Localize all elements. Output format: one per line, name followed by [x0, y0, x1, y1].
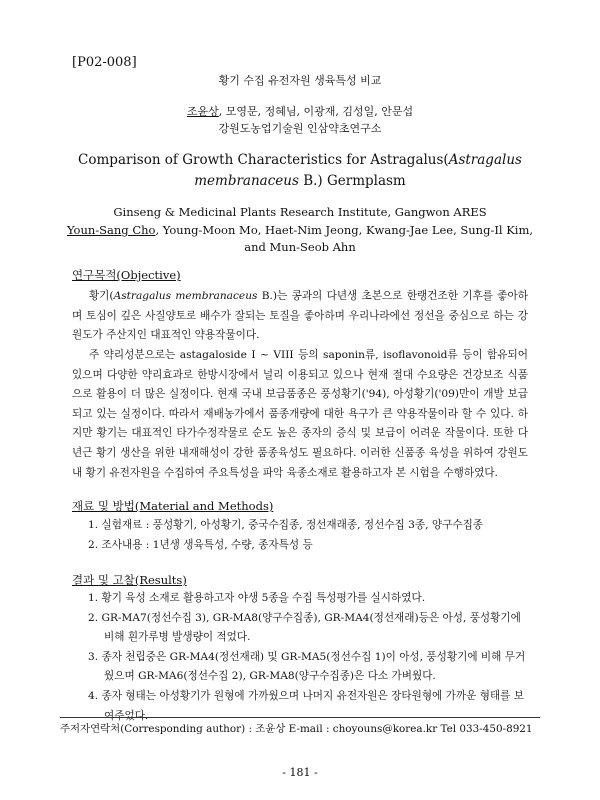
results-item-3: 3. 종자 천립중은 GR-MA4(정선재래) 및 GR-MA5(정선수집 1)이 아성, 풍성황기에 비해 무거웠으며 GR-MA6(정선수집 2), GR-MA8(양구수집종)은 다소 가벼웠다. [88, 650, 526, 683]
objective-p1-pre: 황기( [88, 290, 114, 302]
methods-heading: 재료 및 방법(Material and Methods) [72, 499, 274, 513]
korean-authors [60, 103, 540, 119]
results-item-4: 4. 종자 형태는 아성황기가 원형에 가까웠으며 나머지 유전자원은 장타원형에 가까운 형태를 보여주었다. [88, 689, 525, 722]
objective-p1-species: Astragalus membranaceus [113, 290, 258, 302]
first-author-ko: 조윤상 [186, 105, 219, 118]
methods-item-1: 1. 실험재료 : 풍성황기, 아성황기, 중국수집종, 정선재래종, 정선수집 3종, 양구수집종 [88, 519, 484, 531]
methods-item-2: 2. 조사내용 : 1년생 생육특성, 수량, 종자특성 등 [88, 538, 313, 551]
english-title-part1: Comparison of Growth Characteristics for Astragalus( [78, 152, 449, 168]
co-authors-en: , Young-Moon Mo, Haet-Nim Jeong, Kwang-Jae Lee, Sung-Il Kim, and Mun-Seob Ahn [155, 223, 534, 254]
objective-paragraph-1 [72, 287, 528, 346]
korean-affiliation: 강원도농업기술원 인삼약초연구소 [218, 122, 382, 135]
korean-title: 황기 수집 유전자원 생육특성 비교 [218, 74, 382, 87]
objective-p1-post: B.)는 콩과의 다년생 초본으로 한랭건조한 기후를 좋아하며 토심이 깊은 사질양토로 배수가 잘되는 토질을 좋아하며 우리나라에선 정선을 중심으로 하는 강원도가 주산지인 대표적인 약용작물이다. [72, 290, 528, 342]
objective-paragraph-2: 주 약리성분으로는 astagaloside I ~ VIII 등의 saponin류, isoflavonoid류 등이 함유되어 있으며 다양한 약리효과로 한방시장에서 널리 이용되고 있으나 현재 절대 수요량은 건강보조 식품으로 활용이 더 많은 실정이다. 현재 국내 보급품종은 풍성황기('94), 아성황기('09)만이 개발 보급되고 있는 실정이다. 따라서 재배농가에서 품종개량에 대한 욕구가 큰 약용작물이라 할 수 있다. 하지만 황기는 대표적인 타가수정작물로 순도 높은 종자의 증식 및 보급이 어려운 작물이다. 또한 다년근 황기 생산을 위한 내재해성이 강한 품종육성도 필요하다. 이러한 신품종 육성을 위하여 강원도내 황기 유전자원을 수집하여 주요특성을 파악 육종소재로 활용하고자 본 시험을 수행하였다. [72, 349, 528, 479]
first-author-en: Youn-Sang Cho [66, 223, 156, 237]
corresponding-author-footnote: 주저자연락처(Corresponding author) : 조윤상 E-mail : choyouns@korea.kr Tel 033-450-8921 [60, 723, 533, 735]
english-title [60, 150, 540, 192]
english-title-genus: Astragalus [448, 152, 522, 168]
co-authors-ko: , 모영문, 정혜님, 이광재, 김성일, 안문섭 [218, 105, 414, 118]
abstract-code: [P02-008] [72, 55, 137, 70]
results-item-1: 1. 황기 육성 소재로 활용하고자 야생 5종을 수집 특성평가를 실시하였다. [88, 592, 426, 604]
methods-list [88, 516, 528, 555]
objective-heading: 연구목적(Objective) [72, 268, 181, 282]
footnote-divider [60, 717, 540, 718]
english-affiliation: Ginseng & Medicinal Plants Research Institute, Gangwon ARES [113, 205, 487, 219]
english-title-species: membranaceus [194, 173, 299, 189]
results-list [88, 589, 528, 726]
english-title-part2: B.) Germplasm [298, 173, 406, 189]
results-heading: 결과 및 고찰(Results) [72, 573, 187, 587]
results-item-2: 2. GR-MA7(정선수집 3), GR-MA8(양구수집종), GR-MA4(정선재래)등은 아성, 풍성황기에 비해 흰가루병 발생량이 적었다. [88, 611, 521, 644]
page-number: - 181 - [282, 766, 318, 779]
english-authors [60, 222, 540, 256]
